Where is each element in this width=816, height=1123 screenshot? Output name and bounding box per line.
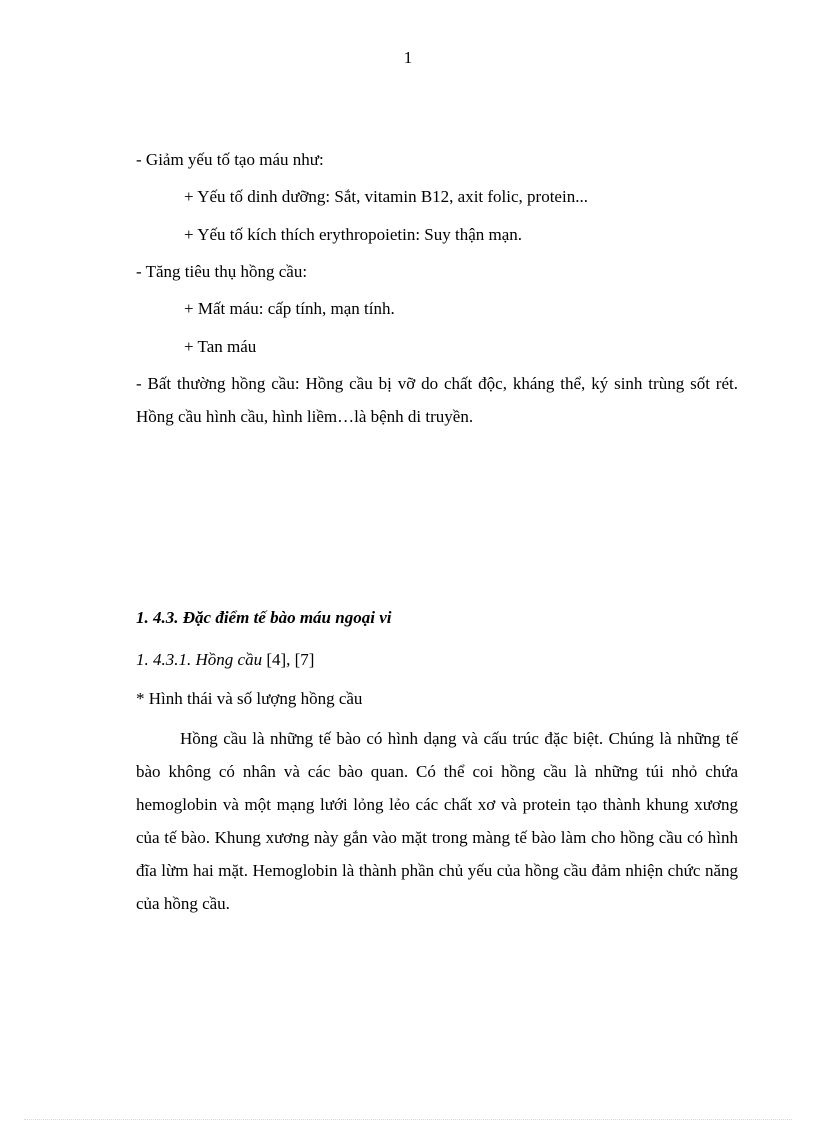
cause-erythropoietin-factor: + Yếu tố kích thích erythropoietin: Suy thận mạn. [184, 225, 523, 244]
cause-hemolysis: + Tan máu [184, 337, 257, 356]
section-heading: 1. 4.3. Đặc điểm tế bào máu ngoại vi [136, 608, 392, 627]
subsection-references: [4], [7] [262, 650, 315, 669]
page-number: 1 [403, 48, 413, 67]
cause-increased-consumption: - Tăng tiêu thụ hồng cầu: [136, 262, 308, 281]
morphology-bullet: * Hình thái và số lượng hồng cầu [136, 689, 363, 708]
cause-reduced-production: - Giảm yếu tố tạo máu như: [136, 150, 324, 169]
cause-nutritional-factor: + Yếu tố dinh dưỡng: Sắt, vitamin B12, axit folic, protein... [184, 187, 588, 206]
subsection-title: 1. 4.3.1. Hồng cầu [136, 650, 263, 669]
page-bottom-divider [24, 1119, 792, 1120]
cause-abnormal-rbc-paragraph: - Bất thường hồng cầu: Hồng cầu bị vỡ do chất độc, kháng thể, ký sinh trùng sốt rét. Hồng cầu hình cầu, hình liềm…là bệnh di truyền. [136, 374, 738, 426]
cause-blood-loss: + Mất máu: cấp tính, mạn tính. [184, 299, 395, 318]
rbc-description-paragraph: Hồng cầu là những tế bào có hình dạng và cấu trúc đặc biệt. Chúng là những tế bào không có nhân và các bào quan. Có thể coi hồng cầu là những túi nhỏ chứa hemoglobin và một mạng lưới lỏng lẻo các chất xơ và protein tạo thành khung xương của tế bào. Khung xương này gắn vào mặt trong màng tế bào làm cho hồng cầu có hình đĩa lừm hai mặt. Hemoglobin là thành phần chủ yếu của hồng cầu đảm nhiện chức năng của hồng cầu. [136, 729, 738, 913]
subsection-heading [136, 650, 314, 670]
